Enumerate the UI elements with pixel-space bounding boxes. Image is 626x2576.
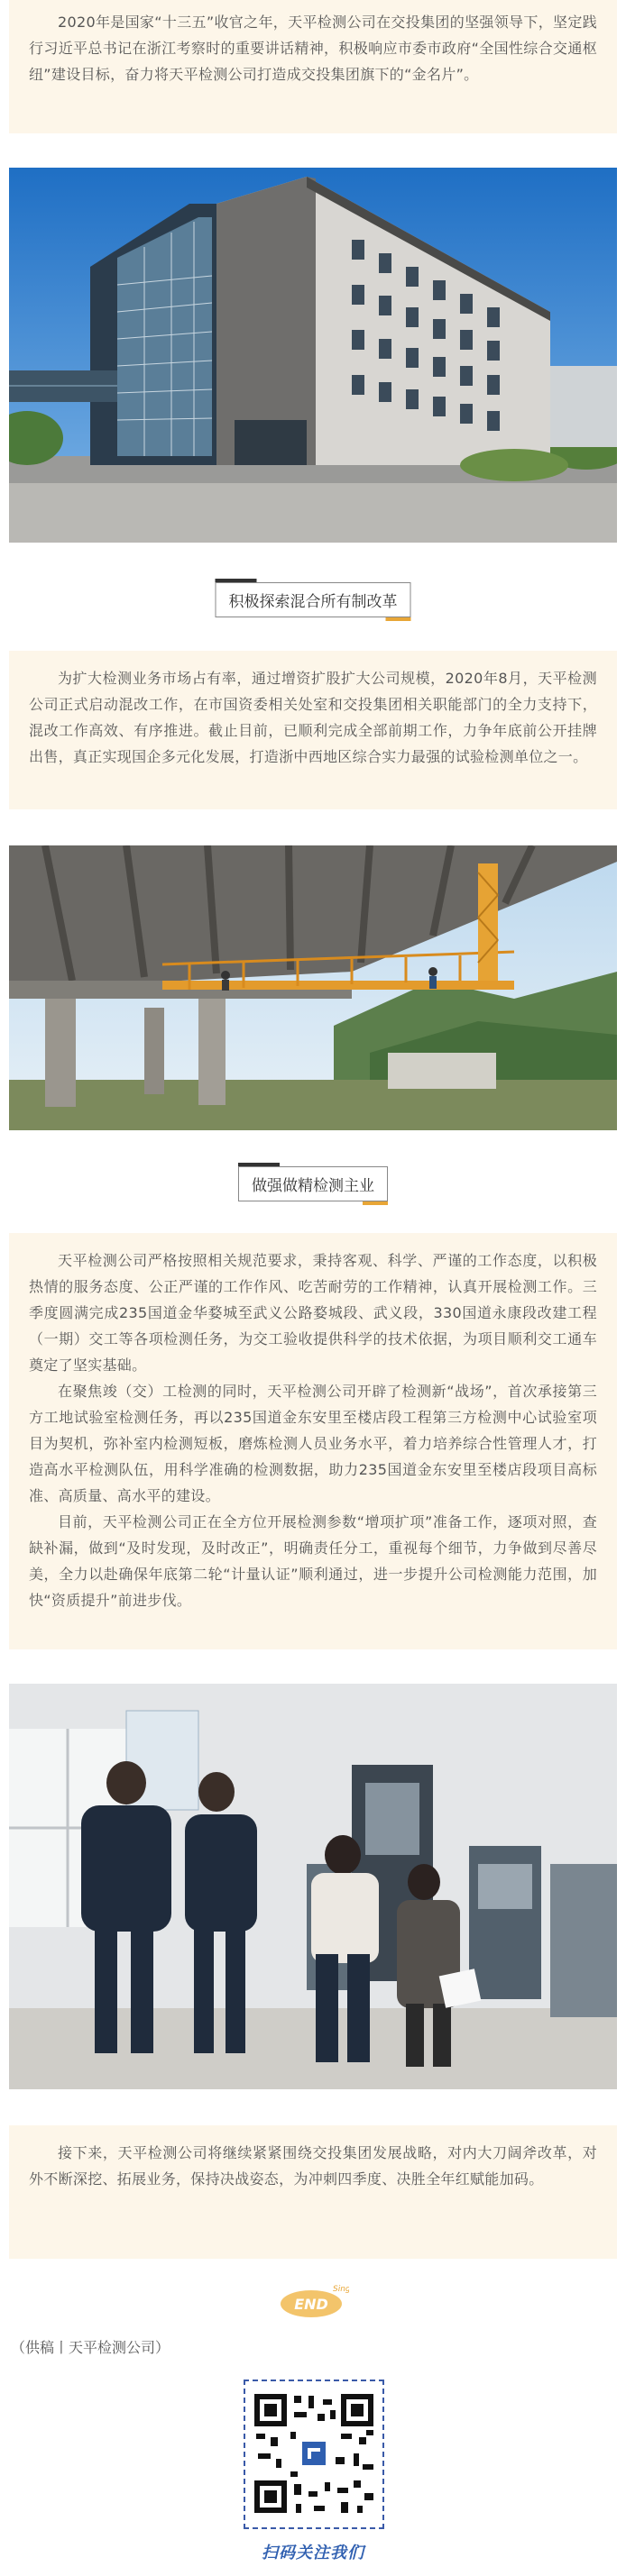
intro-paragraph-box	[9, 0, 617, 133]
section-title-text: 积极探索混合所有制改革	[228, 593, 398, 611]
section2-paragraph-box	[9, 1233, 617, 1649]
end-badge-graphic	[277, 2280, 349, 2320]
qr-code[interactable]	[245, 2381, 382, 2527]
end-tag: Sing	[333, 2285, 349, 2294]
closing-paragraph-box	[9, 2125, 617, 2259]
end-label: END	[294, 2296, 328, 2313]
office-building-image	[9, 168, 617, 543]
closing-paragraph: 接下来，天平检测公司将继续紧紧围绕交投集团发展战略，对内大刀阔斧改革，对外不断深挖、拓展业务，保持决战姿态，为冲刺四季度、决胜全年红赋能加码。	[29, 2144, 597, 2188]
qr-code-frame	[244, 2380, 384, 2529]
office-building-photo	[9, 168, 617, 543]
credit-line: （供稿丨天平检测公司）	[11, 2339, 170, 2356]
section2-paragraph-3: 目前，天平检测公司正在全方位开展检测参数“增项扩项”准备工作，逐项对照，查缺补漏，做到“及时发现，及时改正”，明确责任分工，重视每个细节，力争做到尽善尽美，全力以赴确保年底第二轮“计量认证”顺利通过，进一步提升公司检测能力范围，加快“资质提升”前进步伐。	[29, 1513, 597, 1609]
section2-paragraph-1: 天平检测公司严格按照相关规范要求，秉持客观、科学、严谨的工作态度，以积极热情的服务态度、公正严谨的工作作风、吃苦耐劳的工作精神，认真开展检测工作。三季度圆满完成235国道金华婺城至武义公路婺城段、武义段，330国道永康段改建工程（一期）交工等各项检测任务，为交工验收提供科学的技术依据，为项目顺利交工通车奠定了坚实基础。	[29, 1252, 597, 1374]
qr-caption: 扫码关注我们	[262, 2544, 364, 2562]
laboratory-inspection-image	[9, 1684, 617, 2089]
section1-paragraph: 为扩大检测业务市场占有率，通过增资扩股扩大公司规模，2020年8月，天平检测公司正式启动混改工作，在市国资委相关处室和交投集团相关职能部门的全力支持下，混改工作高效、有序推进。截止目前，已顺利完成全部前期工作，力争年底前公开挂牌出售，真正实现国企多元化发展，打造浙中西地区综合实力最强的试验检测单位之一。	[29, 670, 597, 765]
intro-paragraph: 2020年是国家“十三五”收官之年，天平检测公司在交投集团的坚强领导下，坚定践行习近平总书记在浙江考察时的重要讲话精神，积极响应市委市政府“全国性综合交通枢纽”建设目标，奋力将天平检测公司打造成交投集团旗下的“金名片”。	[29, 14, 597, 83]
bridge-inspection-image	[9, 845, 617, 1130]
end-badge	[277, 2280, 349, 2320]
section-title-mixed-ownership	[216, 582, 411, 617]
laboratory-inspection-photo	[9, 1684, 617, 2089]
section-title-text: 做强做精检测主业	[252, 1177, 374, 1195]
section-title-inspection-business	[238, 1166, 388, 1201]
bridge-inspection-photo	[9, 845, 617, 1130]
section2-paragraph-2: 在聚焦竣（交）工检测的同时，天平检测公司开辟了检测新“战场”，首次承接第三方工地试验室检测任务，再以235国道金东安里至楼店段工程第三方检测中心试验室项目为契机，弥补室内检测短板，磨炼检测人员业务水平，着力培养综合性管理人才，打造高水平检测队伍，用科学准确的检测数据，助力235国道金东安里至楼店段项目高标准、高质量、高水平的建设。	[29, 1383, 597, 1504]
section1-paragraph-box	[9, 651, 617, 809]
